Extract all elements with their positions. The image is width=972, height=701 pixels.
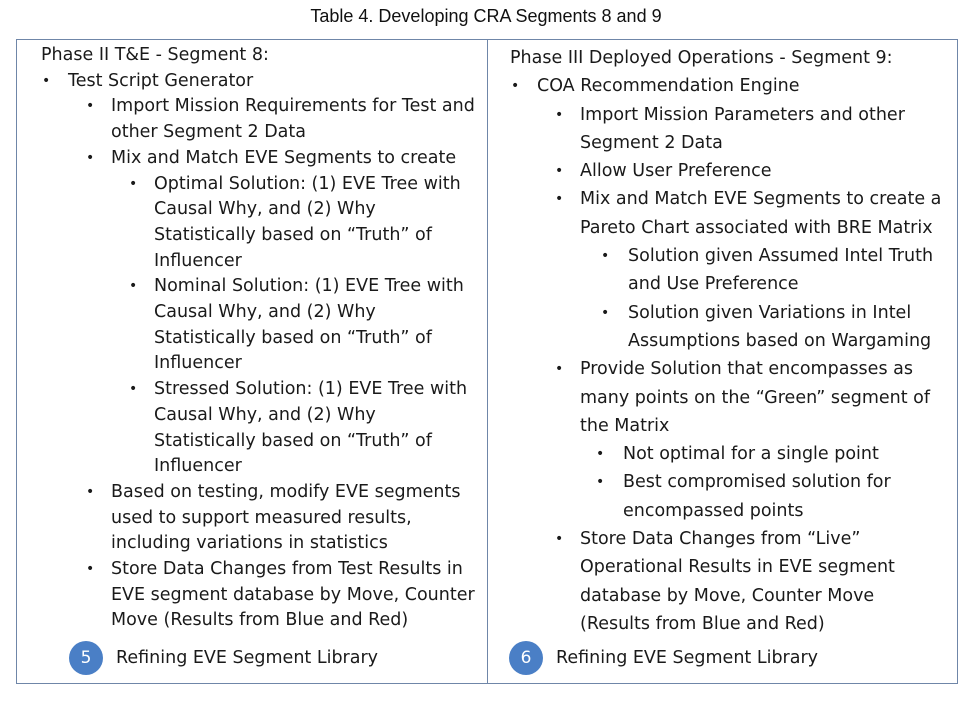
list-item: • Nominal Solution: (1) EVE Tree with Causal Why, and (2) Why Statistically based on “Truth” of Influencer: [41, 274, 479, 377]
step-number-badge: 5: [69, 641, 103, 675]
list-item: • Solution given Assumed Intel Truth and Use Preference: [510, 242, 949, 299]
list-item: • Based on testing, modify EVE segments used to support measured results, including variations in statistics: [41, 480, 479, 557]
list-item: • Solution given Variations in Intel Assumptions based on Wargaming: [510, 299, 949, 356]
list-item: • Provide Solution that encompasses as many points on the “Green” segment of the Matrix: [510, 355, 949, 440]
footer-label: Refining EVE Segment Library: [116, 648, 379, 668]
segment-8-column: [17, 40, 488, 683]
table-caption: Table 4. Developing CRA Segments 8 and 9: [310, 6, 662, 26]
list-item: • Import Mission Parameters and other Segment 2 Data: [510, 101, 949, 158]
step-number-badge: 6: [509, 641, 543, 675]
segment-9-column: [488, 40, 957, 683]
segment-9-heading: Phase III Deployed Operations - Segment 9:: [510, 48, 893, 68]
list-item: • Mix and Match EVE Segments to create: [41, 146, 479, 172]
segments-table: [16, 39, 958, 684]
list-item: • Not optimal for a single point: [510, 440, 949, 468]
list-item: • Test Script Generator: [41, 69, 479, 95]
list-item: • Optimal Solution: (1) EVE Tree with Causal Why, and (2) Why Statistically based on “Truth” of Influencer: [41, 172, 479, 275]
list-item: • Stressed Solution: (1) EVE Tree with Causal Why, and (2) Why Statistically based on “Truth” of Influencer: [41, 377, 479, 480]
segment-9-footer: [509, 641, 818, 675]
segment-8-heading: Phase II T&E - Segment 8:: [41, 45, 269, 65]
footer-label: Refining EVE Segment Library: [556, 648, 819, 668]
segment-9-list: [510, 72, 949, 638]
list-item: • COA Recommendation Engine: [510, 72, 949, 100]
list-item: • Best compromised solution for encompassed points: [510, 468, 949, 525]
list-item: • Import Mission Requirements for Test and other Segment 2 Data: [41, 94, 479, 145]
list-item: • Store Data Changes from “Live” Operational Results in EVE segment database by Move, Counter Move (Results from Blue and Red): [510, 525, 949, 638]
list-item: • Allow User Preference: [510, 157, 949, 185]
segment-8-footer: [69, 641, 378, 675]
list-item: • Mix and Match EVE Segments to create a Pareto Chart associated with BRE Matrix: [510, 185, 949, 242]
segment-8-list: [41, 69, 479, 634]
list-item: • Store Data Changes from Test Results in EVE segment database by Move, Counter Move (Results from Blue and Red): [41, 557, 479, 634]
